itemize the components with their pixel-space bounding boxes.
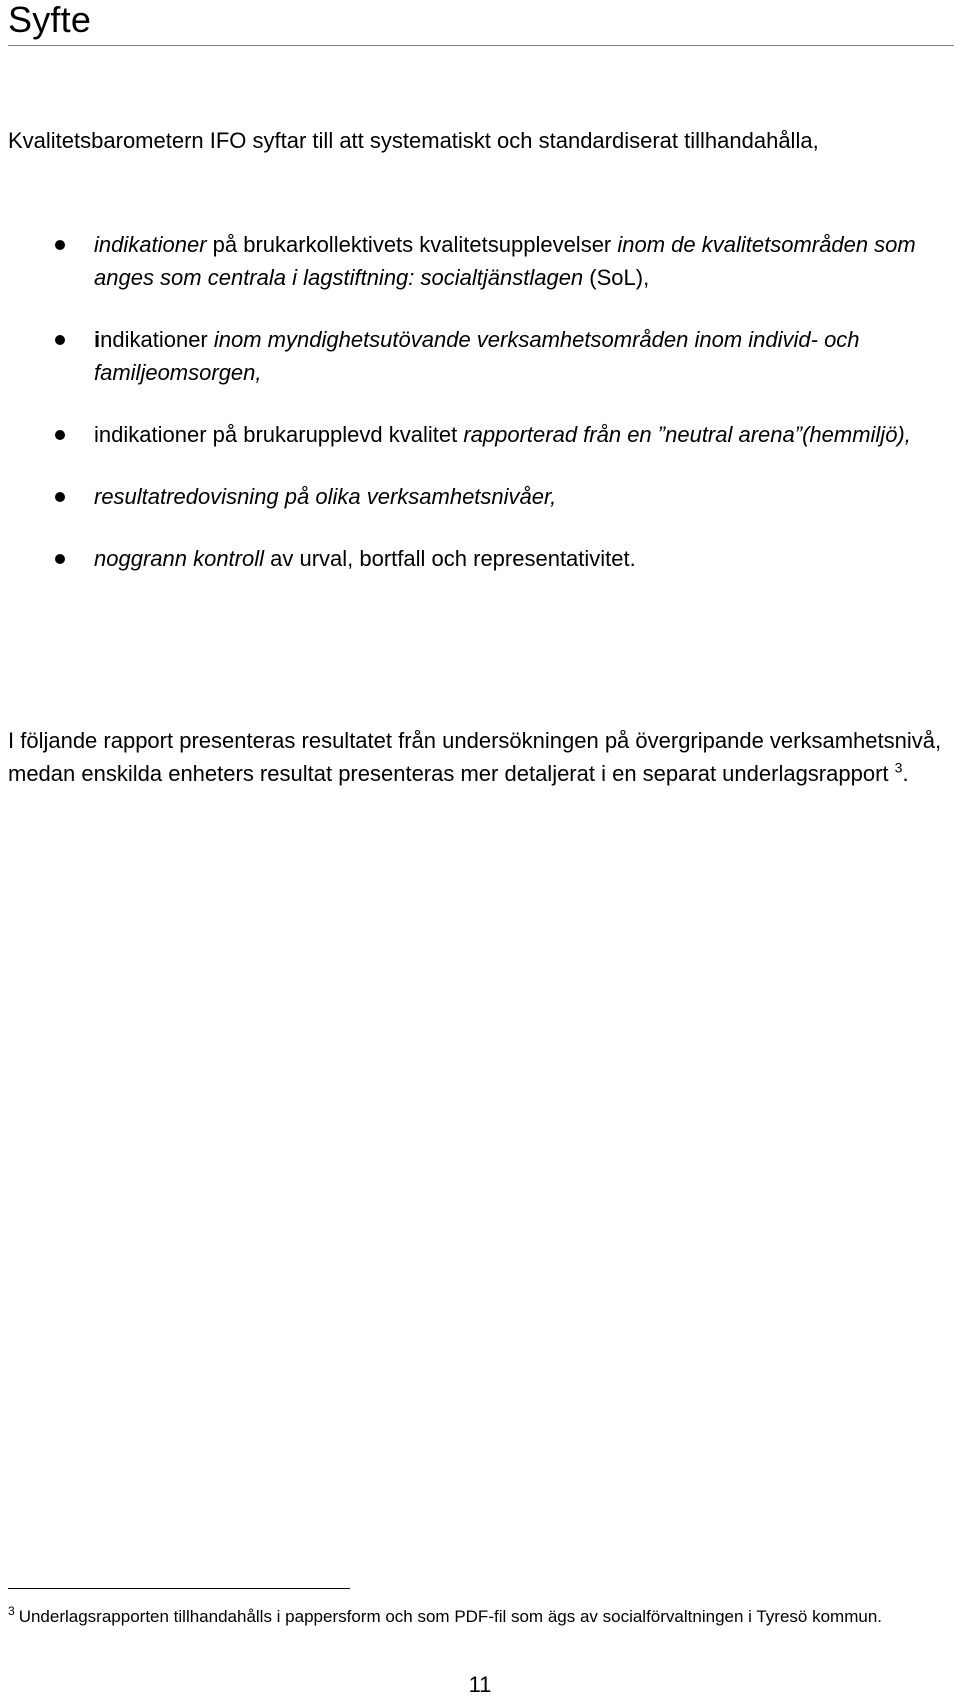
list-item-text: ndikationer [100,327,214,352]
list-item-text: på brukarkollektivets kvalitetsupplevelser [206,232,618,257]
list-item [0,542,934,575]
purpose-list [0,228,960,604]
list-item [0,228,934,294]
bullet-icon [55,554,65,564]
heading-underline [8,45,954,46]
summary-text: I följande rapport presenteras resultatet från undersökningen på övergripande verksamhetsnivå, medan enskilda enheters resultat presenteras mer detaljerat i en separat underlagsrapport [8,728,942,786]
bullet-icon [55,492,65,502]
page-number: 11 [468,1672,492,1697]
list-item-text: av urval, bortfall och representativitet. [264,546,636,571]
footnote-separator [8,1588,350,1589]
list-item-text: resultatredovisning på olika verksamhetsnivåer, [94,484,557,509]
list-item-text: indikationer på brukarupplevd kvalitet [94,422,464,447]
list-item [0,323,934,389]
list-item-text: indikationer [94,232,207,257]
footnote-text: Underlagsrapporten tillhandahålls i pappersform och som PDF-fil som ägs av socialförvaltningen i Tyresö kommun. [18,1607,882,1626]
footnote [8,1603,948,1631]
list-item-text: rapporterad från en ”neutral arena”(hemmiljö), [463,422,911,447]
intro-paragraph: Kvalitetsbarometern IFO syftar till att systematiskt och standardiserat tillhandahålla, [8,128,819,153]
list-item-text: noggrann kontroll [94,546,265,571]
summary-end: . [902,761,909,786]
list-item-text: (SoL), [583,265,650,290]
list-item-text: i [94,327,101,352]
bullet-icon [55,240,65,250]
list-item [0,480,934,513]
footnote-marker: 3 [8,1604,15,1619]
bullet-icon [55,430,65,440]
section-heading: Syfte [8,0,92,40]
bullet-icon [55,335,65,345]
footnote-reference[interactable]: 3 [894,759,903,776]
summary-paragraph [8,724,948,790]
list-item [0,418,934,451]
list-item-text: inom de kvalitetsområden som anges som centrala i lagstiftning: socialtjänstlagen [94,232,916,290]
list-item-text: inom myndighetsutövande verksamhetsområden inom individ- och familjeomsorgen, [94,327,860,385]
